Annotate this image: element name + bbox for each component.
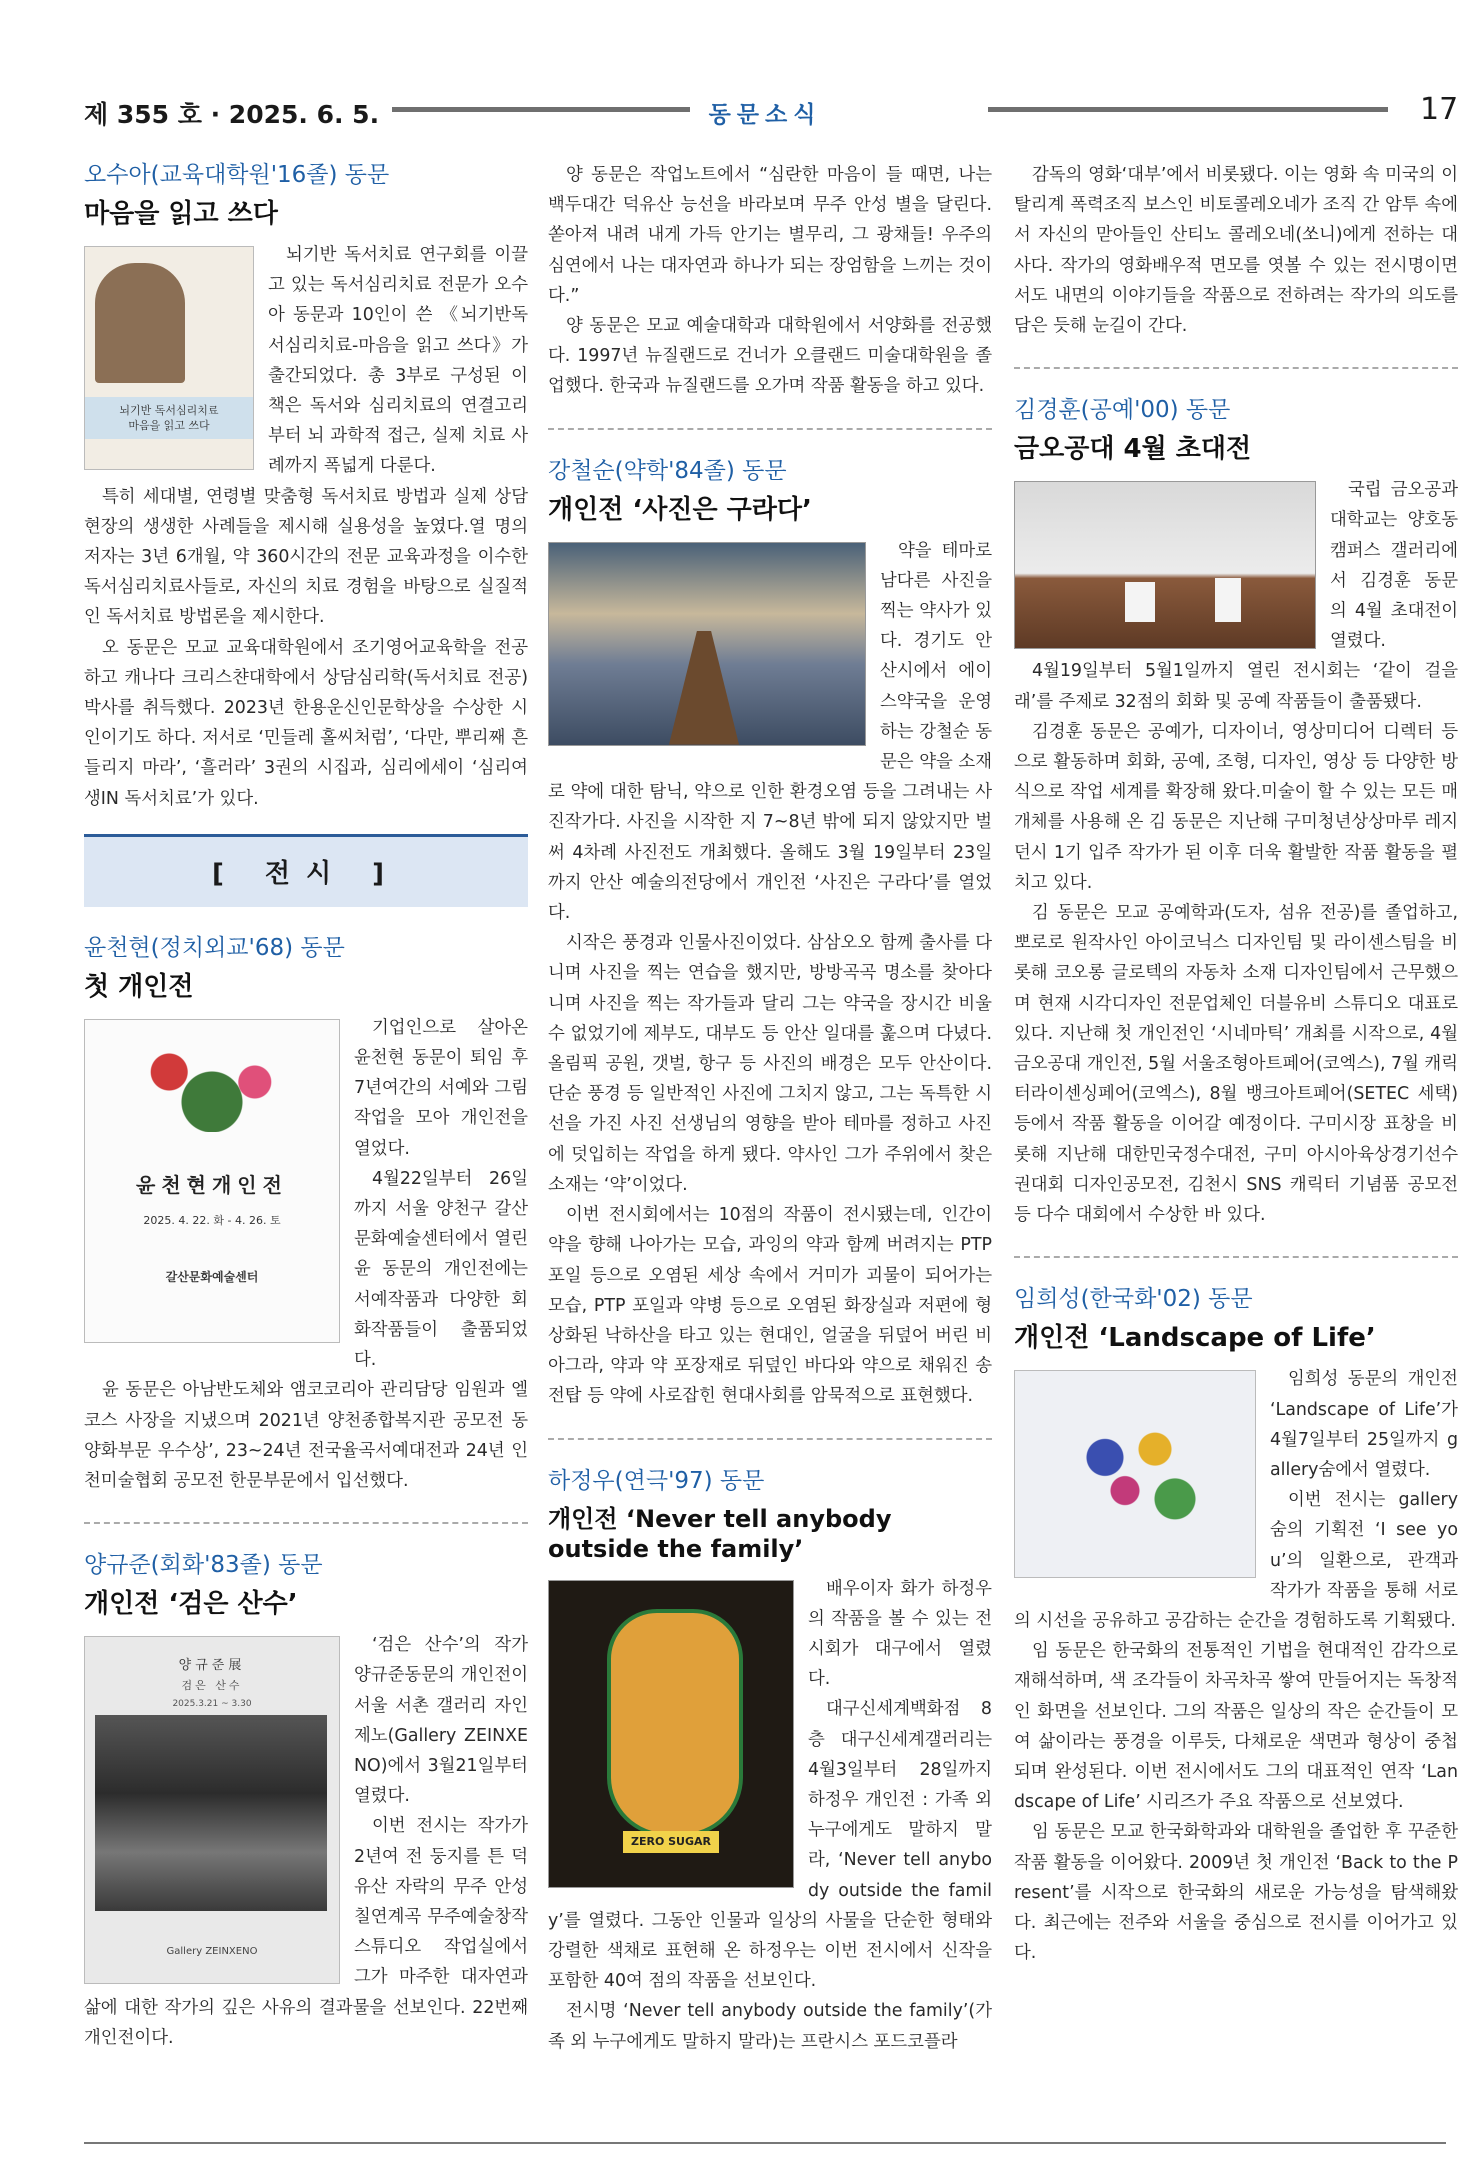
paragraph: ‘검은 산수’의 작가 양규준동문의 개인전이 서울 서촌 갤러리 자인제노(Gallery ZEINXENO)에서 3월21일부터 열렸다. <box>354 1635 528 1807</box>
poster-title: 양규준展 <box>178 1658 246 1674</box>
paragraph: 기업인으로 살아온 윤천현 동문이 퇴임 후 7년여간의 서예와 그림 작업을 모아 개인전을 열었다. <box>354 1017 528 1159</box>
article-title: 첫 개인전 <box>84 971 194 1002</box>
face-shape <box>607 1609 743 1837</box>
portrait-figure <box>95 263 185 383</box>
paragraph: 오 동문은 모교 교육대학원에서 조기영어교육학을 전공하고 캐나다 크리스챤대학에서 상담심리학(독서치료 전공) 박사를 취득했다. 2023년 한용운신인문학상을 수상한 시인이기도 하다. 저서로 ‘민들레 홀씨처럼’, ‘다만, 뿌리째 흔들리지 마라’, ‘흘러라’ 3권의 시집과, 심리에세이 ‘심리여생IN 독서치료’가 있다. <box>84 637 528 809</box>
column-3 <box>1014 160 1458 1968</box>
paragraph: 특히 세대별, 연령별 맞춤형 독서치료 방법과 실제 상담 현장의 생생한 사례들을 제시해 실용성을 높였다.열 명의 저자는 3년 6개월, 약 360시간의 전문 교육과정을 이수한 독서심리치료사들로, 자신의 치료 경험을 바탕으로 실질적인 독서치료 방법론을 제시한다. <box>84 486 528 628</box>
paragraph: 이번 전시는 gallery 숨의 기획전 ‘I see you’의 일환으로, 관객과 작가가 작품을 통해 서로의 시선을 공유하고 공감하는 순간을 경험하도록 기획됐다. <box>1014 1490 1458 1631</box>
book-title-text: 뇌기반 독서심리치료 마음을 읽고 쓰다 <box>85 397 253 439</box>
exhibition-section-header: [ 전시 ] <box>84 834 528 907</box>
poster-venue: Gallery ZEINXENO <box>166 1946 258 1958</box>
poster-venue: 갈산문화예술센터 <box>165 1269 259 1284</box>
pedestal <box>1125 582 1155 622</box>
article-ha-jungwoo <box>548 1466 992 2057</box>
alumni-name: 김경훈(공예'00) 동문 <box>1014 397 1231 424</box>
paragraph: 이번 전시는 작가가 2년여 전 둥지를 튼 덕유산 자락의 무주 안성 칠연계곡 무주예술창작스튜디오 작업실에서 그가 마주한 대자연과 삶에 대한 작가의 깊은 사유의 결과물을 선보인다. 22번째 개인전이다. <box>84 1816 528 2048</box>
article-kim-kyunghoon <box>1014 395 1458 1230</box>
pedestal <box>1215 578 1241 622</box>
page-number: 17 <box>1420 92 1459 127</box>
paragraph: 대구신세계백화점 8층 대구신세계갤러리는 4월3일부터 28일까지 하정우 개인전 : 가족 외 누구에게도 말하지 말라, ‘Never tell anybody outside the family’를 열렸다. 그동안 인물과 일상의 사물을 단순한 형태와 강렬한 색채로 표현해 온 하정우는 이번 전시에서 신작을 포함한 40여 점의 작품을 선보인다. <box>548 1699 992 1992</box>
paragraph: 약을 테마로 남다른 사진을 찍는 약사가 있다. 경기도 안산시에서 에이스약국을 운영하는 강철순 동문은 약을 소재로 약에 대한 탐닉, 약으로 인한 환경오염 등을 그려내는 사진작가다. 사진을 시작한 지 7~8년 밖에 되지 않았지만 벌써 4차례 사진전도 개최했다. 올해도 3월 19일부터 23일까지 안산 예술의전당에서 개인전 ‘사진은 구라다’를 열었다. <box>548 540 992 924</box>
paragraph: 임 동문은 모교 한국화학과와 대학원을 졸업한 후 꾸준한 작품 활동을 이어왔다. 2009년 첫 개인전 ‘Back to the Present’를 시작으로 한국화의 새로운 가능성을 탐색해왔다. 최근에는 전주와 서울을 중심으로 전시를 이어가고 있다. <box>1014 1822 1458 1964</box>
article-yang-gyujun <box>84 1550 528 2053</box>
alumni-name: 오수아(교육대학원'16졸) 동문 <box>84 162 390 188</box>
alumni-name: 윤천현(정치외교'68) 동문 <box>84 934 345 961</box>
article-lim-heesung <box>1014 1284 1458 1968</box>
paragraph: 배우이자 화가 하정우의 작품을 볼 수 있는 전시회가 대구에서 열렸다. <box>808 1578 992 1690</box>
zero-sugar-label: ZERO SUGAR <box>623 1831 719 1853</box>
column-1 <box>84 160 528 2053</box>
flower-painting <box>105 1032 319 1132</box>
poster-date: 2025. 4. 22. 화 - 4. 26. 토 <box>143 1213 281 1227</box>
paragraph: 임 동문은 한국화의 전통적인 기법을 현대적인 감각으로 재해석하며, 색 조각들이 차곡차곡 쌓여 만들어지는 독창적인 화면을 선보인다. 그의 작품은 일상의 작은 순간들이 모여 삶이라는 풍경을 이루듯, 다채로운 색면과 형상이 중첩되며 완성된다. 이번 전시에서도 그의 대표적인 연작 ‘Landscape of Life’ 시리즈가 주요 작품으로 선보였다. <box>1014 1641 1458 1813</box>
portrait-painting <box>548 1580 794 1888</box>
flower-painting <box>1014 1370 1256 1578</box>
paragraph: 전시명 ‘Never tell anybody outside the family’(가족 외 누구에게도 말하지 말라)는 프란시스 포드코플라 <box>548 2001 992 2052</box>
article-yang-gyujun-continued <box>548 160 992 402</box>
poster-subtitle: 검은 산수 <box>181 1679 243 1693</box>
section-title: 동문소식 <box>708 102 822 128</box>
alumni-name: 양규준(회화'83졸) 동문 <box>84 1552 323 1579</box>
gallery-photo <box>1014 481 1316 649</box>
exhibition-poster-image <box>84 1636 340 1984</box>
book-cover-image <box>84 246 254 470</box>
article-oh-sua <box>84 160 528 814</box>
paragraph: 윤 동문은 아남반도체와 앰코코리아 관리담당 임원과 엘코스 사장을 지냈으며 2021년 양천종합복지관 공모전 동양화부문 우수상’, 23~24년 전국율곡서예대전과 24년 인천미술협회 공모전 한문부문에서 입선했다. <box>84 1380 528 1491</box>
poster-date: 2025.3.21 ~ 3.30 <box>172 1699 252 1710</box>
exhibition-photo <box>548 542 866 746</box>
divider <box>84 1522 528 1524</box>
paragraph: 4월19일부터 5월1일까지 열린 전시회는 ‘같이 걸을래’를 주제로 32점의 회화 및 공예 작품들이 출품됐다. <box>1014 661 1458 712</box>
paragraph: 시작은 풍경과 인물사진이었다. 삼삼오오 함께 출사를 다니며 사진을 찍는 연습을 했지만, 방방곡곡 명소를 찾아다니며 사진을 찍는 작가들과 달리 그는 약국을 장시간 비울 수 없었기에 제부도, 대부도 등 안산 일대를 훑으며 다녔다. 올림픽 공원, 갯벌, 항구 등 사진의 배경은 모두 안산이다. 단순 풍경 등 일반적인 사진에 그치지 않고, 그는 독특한 시선을 가진 사진 선생님의 영향을 받아 테마를 정하고 사진에 덧입히는 작업을 하게 됐다. 약사인 그가 주위에서 찾은 소재는 ‘약’이었다. <box>548 933 992 1195</box>
pier-shape <box>669 631 739 745</box>
paragraph: 김경훈 동문은 공예가, 디자이너, 영상미디어 디렉터 등으로 활동하며 회화, 공예, 조형, 디자인, 영상 등 다양한 방식으로 작업 세계를 확장해 왔다.미술이 할 수 있는 모든 매개체를 사용해 온 김 동문은 지난해 구미청년상상마루 레지던시 1기 입주 작가가 된 이후 더욱 활발한 작품 활동을 펼치고 있다. <box>1014 721 1458 893</box>
article-title: 개인전 ‘Landscape of Life’ <box>1014 1323 1376 1354</box>
paragraph: 감독의 영화‘대부’에서 비롯됐다. 이는 영화 속 미국의 이탈리계 폭력조직 보스인 비토콜레오네가 조직 간 암투 속에서 자신의 맏아들인 산티노 콜레오네(쏘니)에게 전하는 대사다. 작가의 영화배우적 면모를 엿볼 수 있는 전시명이면서도 내면의 이야기들을 작품으로 전하려는 작가의 의도를 담은 듯해 눈길이 간다. <box>1014 165 1458 337</box>
divider <box>548 1438 992 1440</box>
header-rule-right <box>988 107 1388 112</box>
column-2 <box>548 160 992 2057</box>
paragraph: 양 동문은 작업노트에서 “심란한 마음이 들 때면, 나는 백두대간 덕유산 능선을 바라보며 무주 안성 별을 달린다. 쏟아져 내려 내게 가득 안기는 별무리, 그 광채들! 우주의 심연에서 나는 대자연과 하나가 되는 장엄함을 느끼는 것이다.” <box>548 165 992 306</box>
article-title: 마음을 읽고 쓰다 <box>84 199 278 229</box>
issue-info: 제 355 호 · 2025. 6. 5. <box>84 100 380 129</box>
paragraph: 국립 금오공과대학교는 양호동 캠퍼스 갤러리에서 김경훈 동문의 4월 초대전이 열렸다. <box>1330 480 1458 652</box>
paragraph: 임희성 동문의 개인전 ‘Landscape of Life’가 4월7일부터 25일까지 gallery숨에서 열렸다. <box>1270 1369 1458 1480</box>
divider <box>1014 367 1458 369</box>
article-title: 금오공대 4월 초대전 <box>1014 434 1252 465</box>
paragraph: 김 동문은 모교 공예학과(도자, 섬유 전공)를 졸업하고, 뽀로로 원작사인 아이코닉스 디자인팀 및 라이센스팀을 비롯해 코오롱 글로텍의 자동차 소재 디자인팀에서 근무했으며 현재 시각디자인 전문업체인 더블유비 스튜디오 대표로 있다. 지난해 첫 개인전인 ‘시네마틱’ 개최를 시작으로, 4월 금오공대 개인전, 5월 서울조형아트페어(코엑스), 7월 캐릭터라이센싱페어(코엑스), 8월 뱅크아트페어(SETEC 세택) 등에서 작품 활동을 이어갈 예정이다. 구미시장 표창을 비롯해 지난해 대한민국정수대전, 구미 아시아육상경기선수권대회 디자인공모전, 김천시 SNS 캐릭터 기념품 공모전 등 다수 대회에서 수상한 바 있다. <box>1014 903 1458 1226</box>
article-kang-cheolsun <box>548 456 992 1412</box>
paragraph: 뇌기반 독서치료 연구회를 이끌고 있는 독서심리치료 전문가 오수아 동문과 10인이 쓴 《뇌기반독서심리치료-마음을 읽고 쓰다》가 출간되었다. 총 3부로 구성된 이 책은 독서와 심리치료의 연결고리부터 뇌 과학적 접근, 실제 치료 사례까지 폭넓게 다룬다. <box>268 245 528 477</box>
article-title: 개인전 ‘Never tell anybody outside the family’ <box>548 1504 892 1563</box>
article-title: 개인전 ‘사진은 구라다’ <box>548 494 812 525</box>
exhibition-poster-image <box>84 1019 340 1343</box>
footer-rule <box>84 2142 1446 2144</box>
alumni-name: 강철순(약학'84졸) 동문 <box>548 457 787 484</box>
black-landscape-painting <box>95 1715 327 1911</box>
header-rule-left <box>392 107 690 112</box>
paragraph: 양 동문은 모교 예술대학과 대학원에서 서양화를 전공했다. 1997년 뉴질랜드로 건너가 오클랜드 미술대학원을 졸업했다. 한국과 뉴질랜드를 오가며 작품 활동을 하고 있다. <box>548 316 992 397</box>
article-ha-jungwoo-continued <box>1014 160 1458 341</box>
article-title: 개인전 ‘검은 산수’ <box>84 1589 298 1620</box>
paragraph: 4월22일부터 26일까지 서울 양천구 갈산문화예술센터에서 열린 윤 동문의 개인전에는 서예작품과 다양한 회화작품들이 출품되었다. <box>354 1168 528 1371</box>
alumni-name: 임희성(한국화'02) 동문 <box>1014 1286 1253 1313</box>
divider <box>548 428 992 430</box>
alumni-name: 하정우(연극'97) 동문 <box>548 1467 765 1494</box>
flower-shapes <box>1035 1391 1235 1557</box>
poster-title: 윤천현개인전 <box>136 1172 288 1197</box>
divider <box>1014 1256 1458 1258</box>
article-yoon-cheonhyeon <box>84 933 528 1496</box>
paragraph: 이번 전시회에서는 10점의 작품이 전시됐는데, 인간이 약을 향해 나아가는 모습, 과잉의 약과 함께 버려지는 PTP 포일 등으로 오염된 세상 속에서 거미가 괴물이 되어가는 모습, PTP 포일과 약병 등으로 오염된 화장실과 저편에 형상화된 낙하산을 타고 있는 현대인, 얼굴을 뒤덮어 버린 비아그라, 약과 약 포장재로 뒤덮인 바다와 약으로 채워진 송전탑 등 약에 사로잡힌 현대사회를 암묵적으로 표현했다. <box>548 1205 992 1407</box>
